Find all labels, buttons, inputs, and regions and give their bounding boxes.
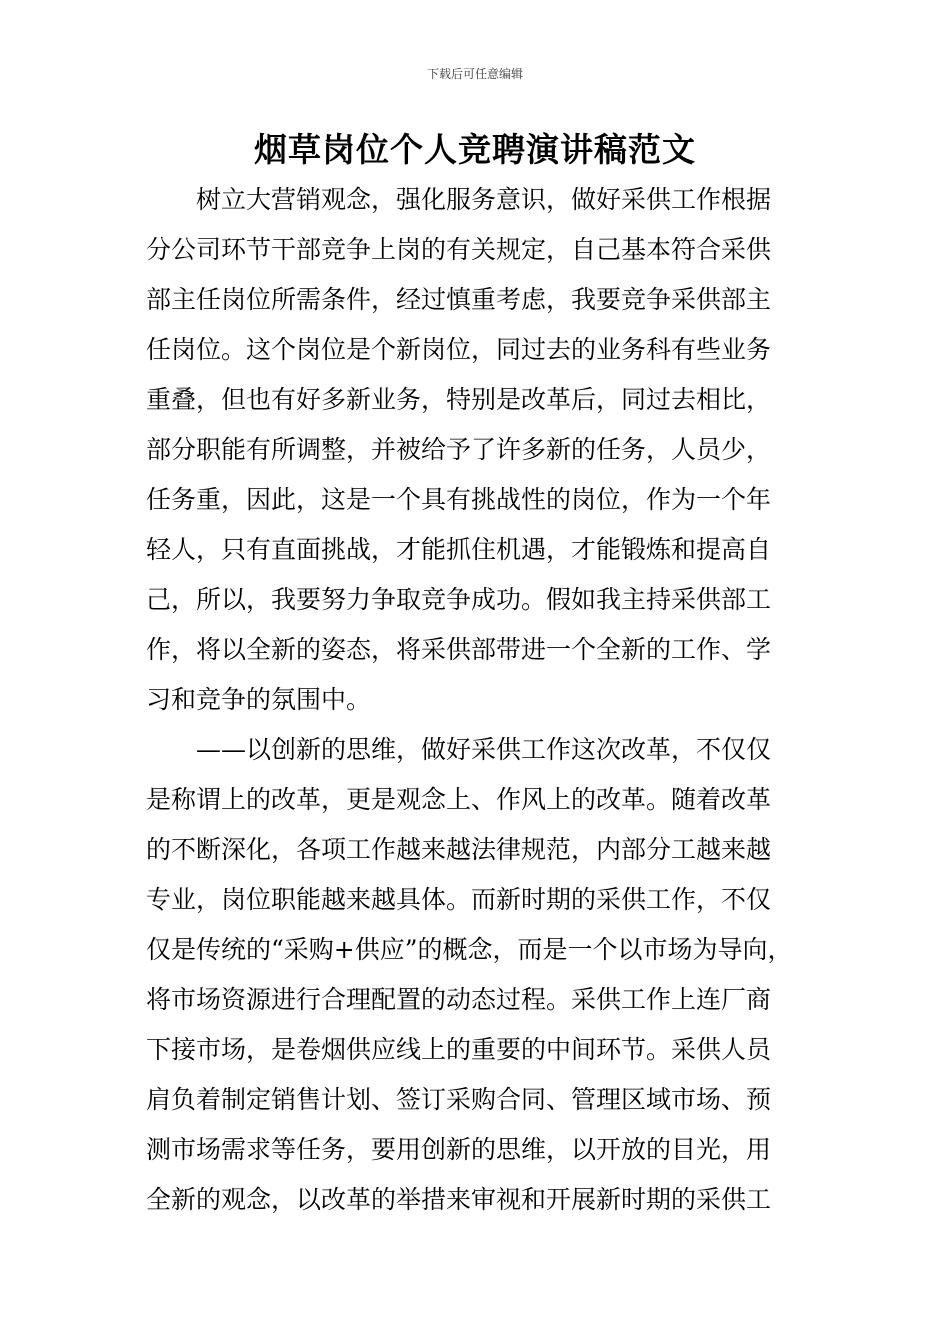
paragraph-line: 轻人，只有直面挑战，才能抓住机遇，才能锻炼和提高自	[146, 535, 772, 564]
header-note: 下载后可任意编辑	[426, 67, 523, 81]
document-title: 烟草岗位个人竞聘演讲稿范文	[254, 130, 696, 169]
paragraph-line: 是称谓上的改革，更是观念上、作风上的改革。随着改革	[146, 785, 772, 814]
paragraph-line: 肩负着制定销售计划、签订采购合同、管理区域市场、预	[146, 1085, 772, 1114]
paragraph-line: 重叠，但也有好多新业务，特别是改革后，同过去相比，	[146, 385, 772, 414]
paragraph-line: 己，所以，我要努力争取竞争成功。假如我主持采供部工	[146, 585, 772, 614]
paragraph-line: 的不断深化，各项工作越来越法律规范，内部分工越来越	[146, 835, 772, 864]
paragraph-line: 下接市场，是卷烟供应线上的重要的中间环节。采供人员	[146, 1035, 772, 1064]
paragraph-line: 全新的观念，以改革的举措来审视和开展新时期的采供工	[146, 1185, 772, 1214]
paragraph-line: ——以创新的思维，做好采供工作这次改革，不仅仅	[196, 735, 772, 764]
paragraph-line: 习和竞争的氛围中。	[146, 685, 372, 714]
paragraph-line: 测市场需求等任务，要用创新的思维，以开放的目光，用	[146, 1135, 772, 1164]
paragraph-line: 任务重，因此，这是一个具有挑战性的岗位，作为一个年	[146, 485, 772, 514]
paragraph-line: 部主任岗位所需条件，经过慎重考虑，我要竞争采供部主	[146, 285, 772, 314]
paragraph-line: 将市场资源进行合理配置的动态过程。采供工作上连厂商	[146, 985, 772, 1014]
paragraph-line: 作，将以全新的姿态，将采供部带进一个全新的工作、学	[146, 635, 772, 664]
paragraph-line: 仅是传统的“采购+供应”的概念，而是一个以市场为导向，	[146, 935, 793, 964]
paragraph-line: 分公司环节干部竞争上岗的有关规定，自己基本符合采供	[146, 235, 772, 264]
paragraph-line: 树立大营销观念，强化服务意识，做好采供工作根据	[196, 185, 772, 214]
paragraph-line: 部分职能有所调整，并被给予了许多新的任务，人员少，	[146, 435, 772, 464]
paragraph-line: 专业，岗位职能越来越具体。而新时期的采供工作，不仅	[146, 885, 772, 914]
paragraph-line: 任岗位。这个岗位是个新岗位，同过去的业务科有些业务	[146, 335, 772, 364]
